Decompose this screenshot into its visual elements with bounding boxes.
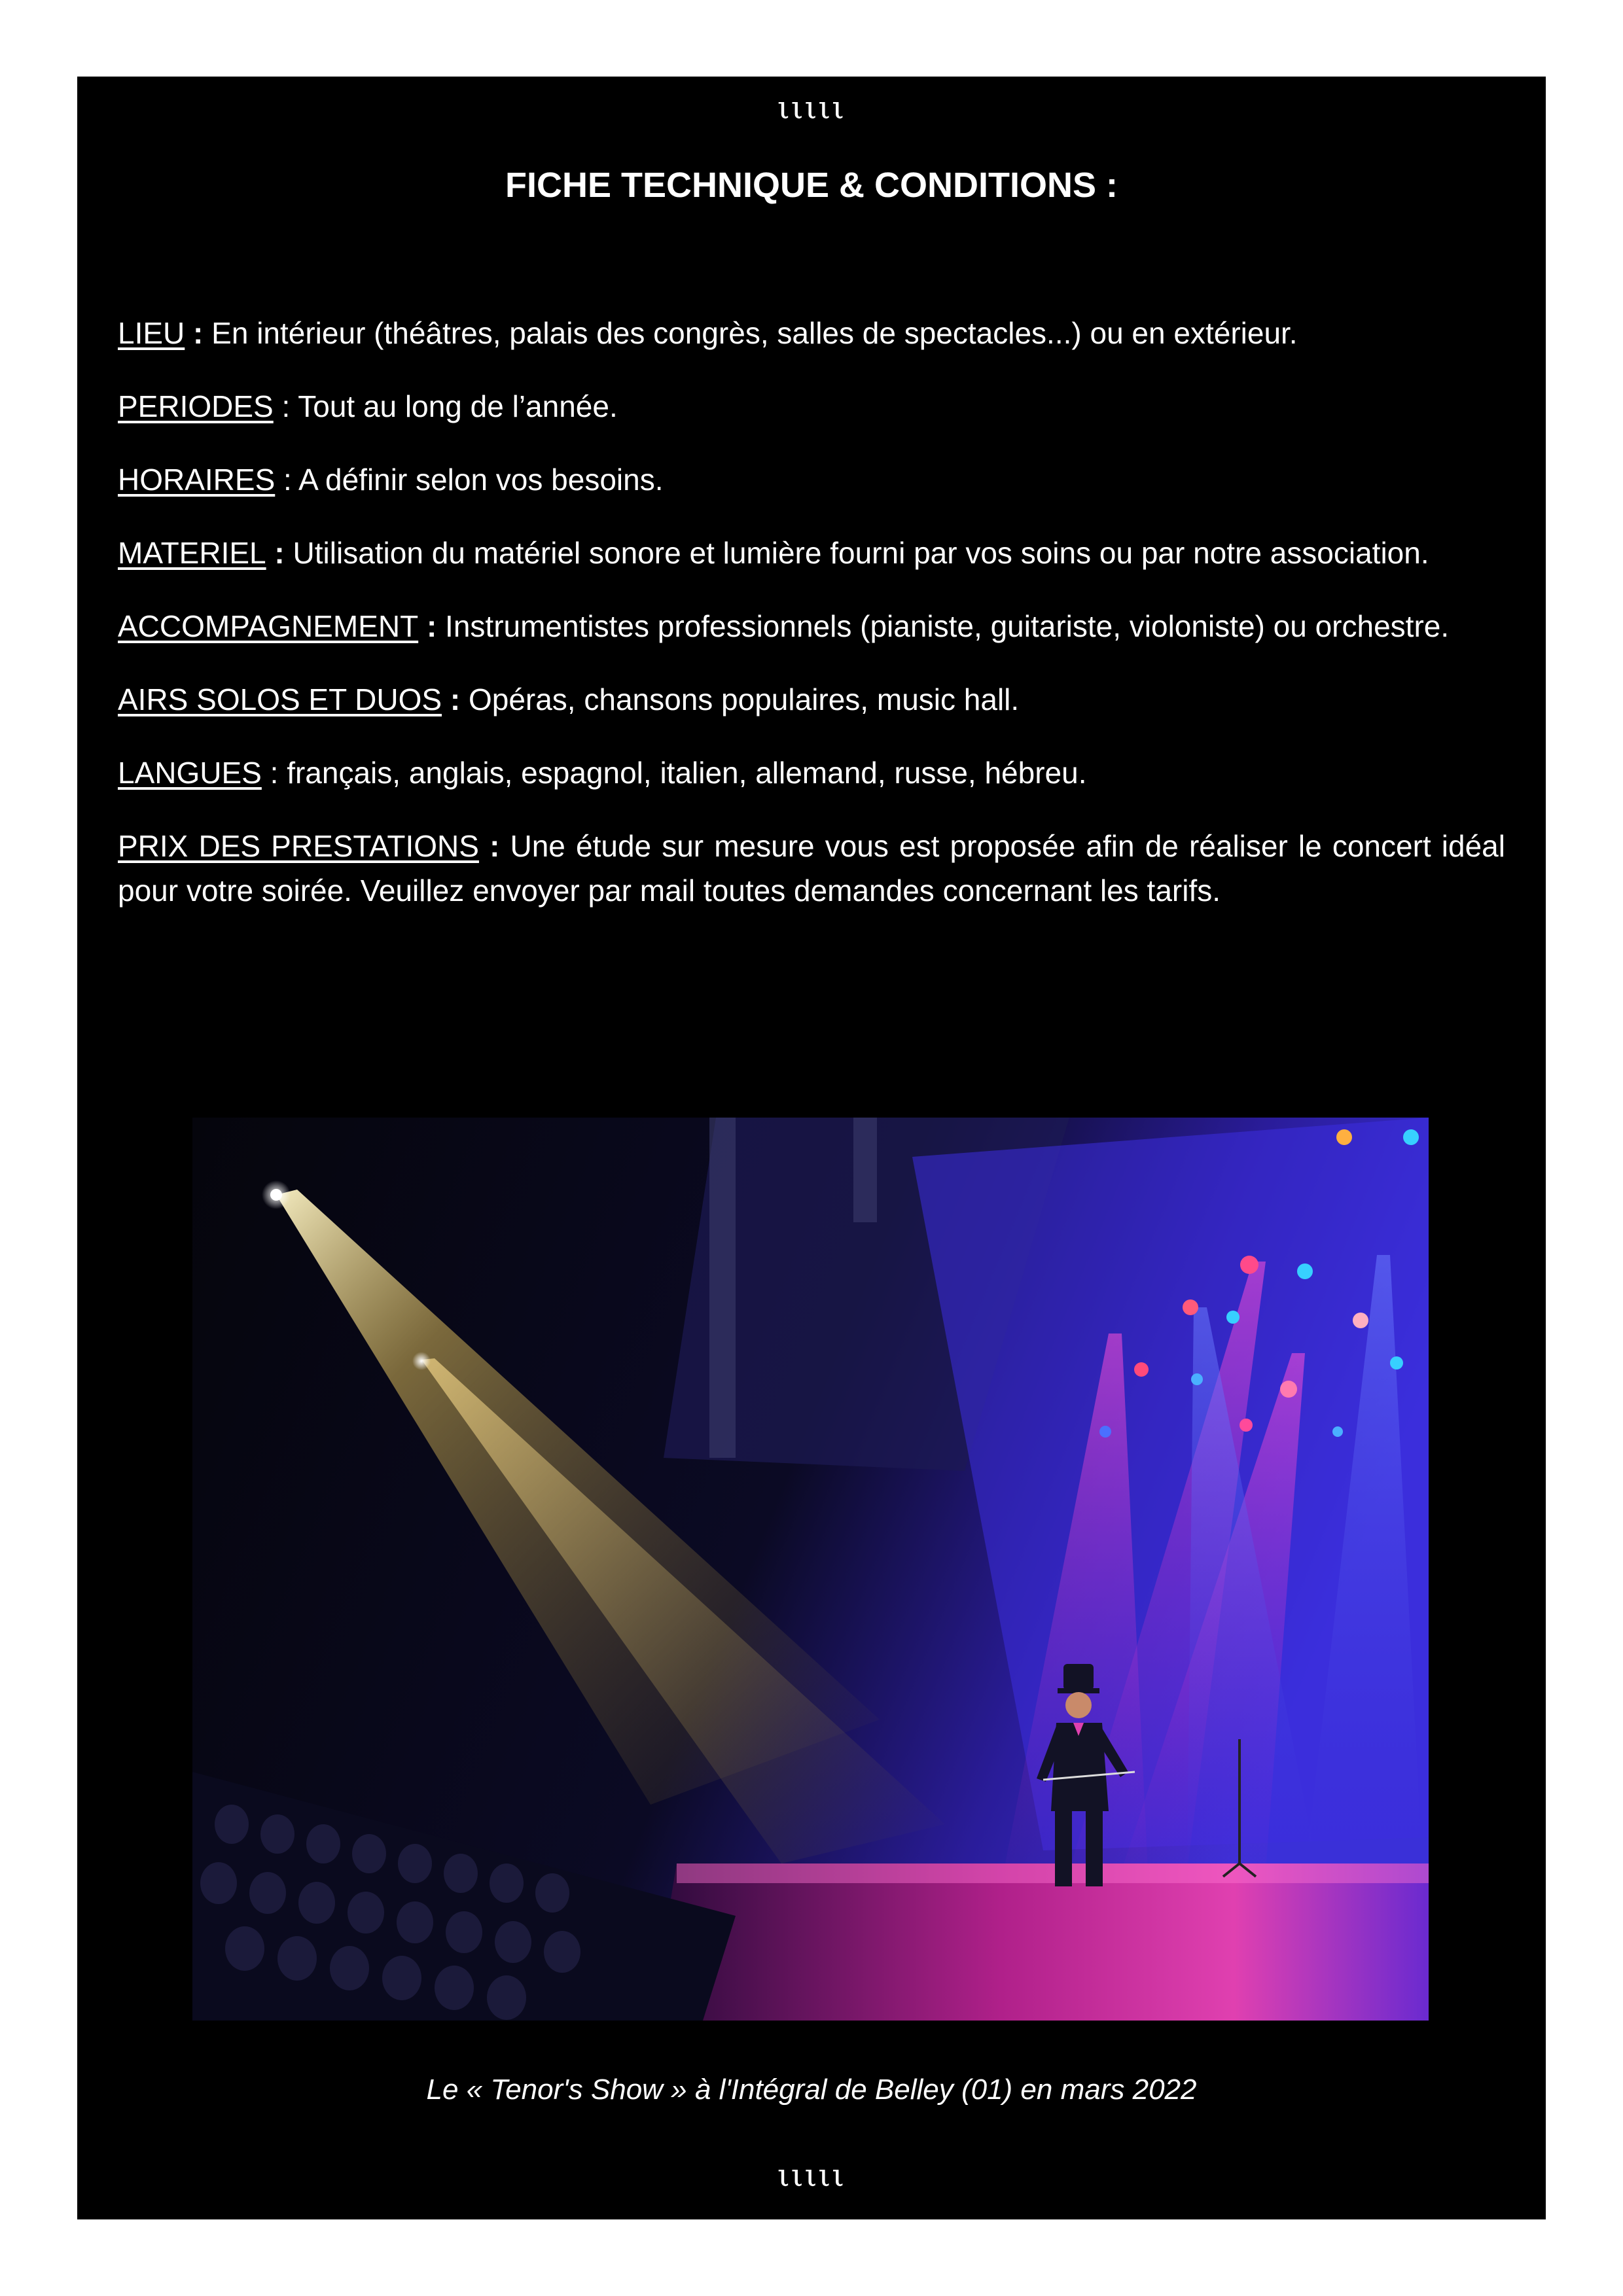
section-text: A définir selon vos besoins. bbox=[291, 463, 664, 497]
section-colon: : bbox=[275, 463, 292, 497]
page-title: FICHE TECHNIQUE & CONDITIONS : bbox=[505, 166, 1118, 205]
section-label: LANGUES bbox=[118, 756, 262, 790]
section-colon: : bbox=[478, 829, 500, 863]
section-text: français, anglais, espagnol, italien, allemand, russe, hébreu. bbox=[278, 756, 1087, 790]
section-colon: : bbox=[442, 682, 461, 716]
section-label: PERIODES bbox=[118, 389, 274, 423]
section-colon: : bbox=[185, 316, 204, 350]
section-text: Une étude sur mesure vous est proposée afin de réaliser le concert idéal pour votre soirée. Veuillez envoyer par mail toutes demandes concernant les tarifs. bbox=[118, 829, 1505, 908]
section-lieu bbox=[118, 311, 1505, 355]
section-label: MATERIEL bbox=[118, 536, 266, 570]
section-langues bbox=[118, 751, 1505, 795]
section-text: Utilisation du matériel sonore et lumière fourni par vos soins ou par notre association. bbox=[284, 536, 1429, 570]
concert-photo bbox=[192, 1118, 1429, 2021]
section-label: PRIX DES PRESTATIONS bbox=[118, 829, 479, 863]
section-text: En intérieur (théâtres, palais des congrès, salles de spectacles...) ou en extérieur. bbox=[203, 316, 1298, 350]
section-label: HORAIRES bbox=[118, 463, 276, 497]
section-label: AIRS SOLOS ET DUOS bbox=[118, 682, 442, 716]
section-text: Instrumentistes professionnels (pianiste, guitariste, violoniste) ou orchestre. bbox=[437, 609, 1450, 643]
section-text: Tout au long de l’année. bbox=[290, 389, 618, 423]
section-horaires bbox=[118, 457, 1505, 502]
section-periodes bbox=[118, 384, 1505, 429]
section-colon: : bbox=[273, 389, 291, 423]
section-text: Opéras, chansons populaires, music hall. bbox=[460, 682, 1020, 716]
conditions-list bbox=[118, 311, 1505, 913]
photo-caption: Le « Tenor's Show » à l'Intégral de Belley (01) en mars 2022 bbox=[426, 2074, 1197, 2106]
section-materiel bbox=[118, 531, 1505, 575]
top-ornament: ιιιιι bbox=[777, 90, 846, 126]
section-label: LIEU bbox=[118, 316, 185, 350]
section-colon: : bbox=[261, 756, 279, 790]
section-accompagnement bbox=[118, 604, 1505, 648]
section-colon: : bbox=[418, 609, 437, 643]
section-label: ACCOMPAGNEMENT bbox=[118, 609, 419, 643]
page-sheet bbox=[77, 77, 1546, 2219]
section-airs bbox=[118, 677, 1505, 722]
section-colon: : bbox=[266, 536, 285, 570]
section-prix bbox=[118, 824, 1505, 913]
bottom-ornament: ιιιιι bbox=[777, 2157, 846, 2194]
